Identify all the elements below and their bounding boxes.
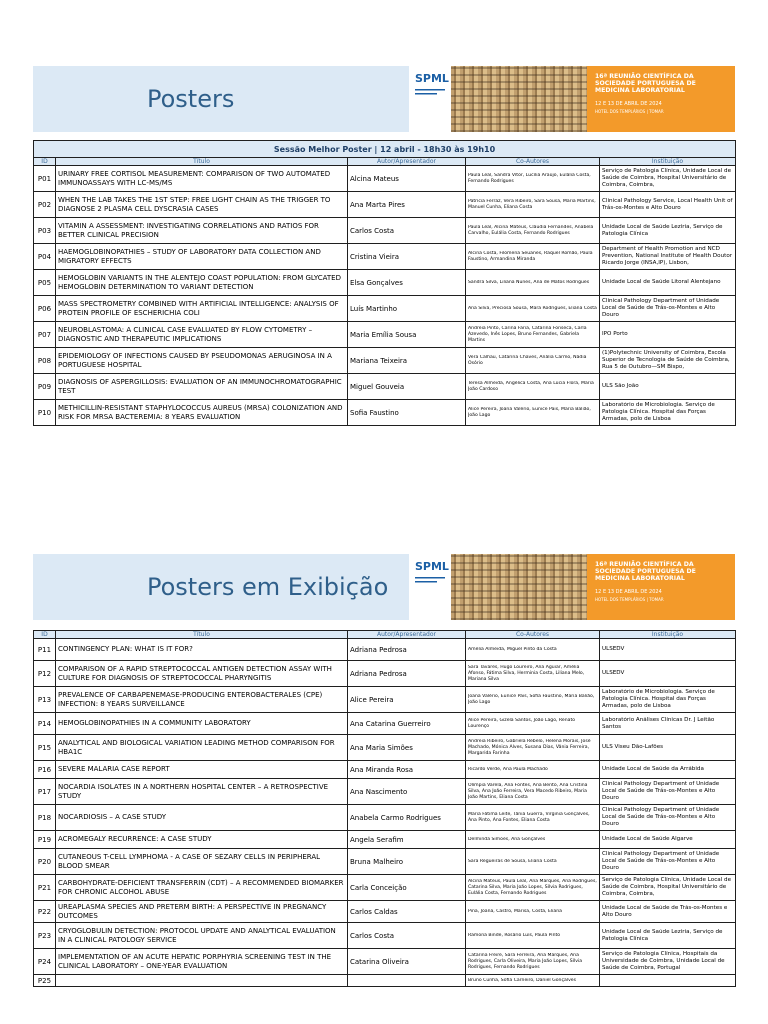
poster-author: Cristina Vieira bbox=[348, 244, 466, 270]
conference-venue: HOTEL DOS TEMPLÁRIOS | TOMAR bbox=[595, 109, 664, 114]
poster-author: Maria Emília Sousa bbox=[348, 322, 466, 348]
poster-title: EPIDEMIOLOGY OF INFECTIONS CAUSED BY PSEUDOMONAS AERUGINOSA IN A PORTUGUESE HOSPITAL bbox=[56, 348, 348, 374]
poster-institution: Unidade Local de Saúde Algarve bbox=[600, 831, 736, 849]
poster-institution: Clinical Pathology Service, Local Health Unit of Trás-os-Montes e Alto Douro bbox=[600, 192, 736, 218]
poster-id: P21 bbox=[34, 875, 56, 901]
poster-institution: ULS Viseu Dão-Lafões bbox=[600, 735, 736, 761]
poster-author: Ana Maria Simões bbox=[348, 735, 466, 761]
poster-coauthors: Patrícia Ferraz, Vera Ribeiro, Sara Sousa, Maria Martins, Manuel Cunha, Eliana Costa bbox=[466, 192, 600, 218]
poster-title: CRYOGLOBULIN DETECTION: PROTOCOL UPDATE AND ANALYTICAL EVALUATION IN A CLINICAL PATOLOGY SERVICE bbox=[56, 923, 348, 949]
poster-coauthors: Alice Pereira, Gizela Santos, João Lago, Renato Lourenço bbox=[466, 713, 600, 735]
col-title: Título bbox=[56, 631, 348, 639]
poster-author: Miguel Gouveia bbox=[348, 374, 466, 400]
col-author: Autor/Apresentador bbox=[348, 631, 466, 639]
poster-id: P04 bbox=[34, 244, 56, 270]
poster-coauthors: Ana Silva, Preciosa Sousa, Mara Rodrigues, Eliana Costa bbox=[466, 296, 600, 322]
poster-title: CUTANEOUS T-CELL LYMPHOMA - A CASE OF SÉZARY CELLS IN PERIPHERAL BLOOD SMEAR bbox=[56, 849, 348, 875]
col-title: Título bbox=[56, 158, 348, 166]
col-coauthors: Co-Autores bbox=[466, 158, 600, 166]
poster-institution: Laboratório de Microbiologia. Serviço de Patologia Clínica. Hospital das Forças Armadas, polo de Lisboa bbox=[600, 400, 736, 426]
poster-author: Ana Catarina Guerreiro bbox=[348, 713, 466, 735]
poster-author: Adriana Pedrosa bbox=[348, 639, 466, 661]
conference-date: 12 E 13 DE ABRIL DE 2024 bbox=[595, 589, 662, 595]
poster-title bbox=[56, 975, 348, 987]
poster-title: HEMOGLOBINOPATHIES IN A COMMUNITY LABORATORY bbox=[56, 713, 348, 735]
poster-institution: Laboratório Análises Clínicas Dr. J Leitão Santos bbox=[600, 713, 736, 735]
poster-title: IMPLEMENTATION OF AN ACUTE HEPATIC PORPHYRIA SCREENING TEST IN THE CLINICAL LABORATORY – ONE-YEAR EVALUATION bbox=[56, 949, 348, 975]
poster-id: P02 bbox=[34, 192, 56, 218]
table-row bbox=[34, 713, 736, 735]
table-row bbox=[34, 761, 736, 779]
poster-author: Ana Miranda Rosa bbox=[348, 761, 466, 779]
poster-institution: IPO Porto bbox=[600, 322, 736, 348]
poster-id: P25 bbox=[34, 975, 56, 987]
poster-institution: Serviço de Patologia Clínica, Hospitais da Universidade de Coimbra, Unidade Local de Saúde de Coimbra, Portugal bbox=[600, 949, 736, 975]
table-row bbox=[34, 218, 736, 244]
poster-id: P18 bbox=[34, 805, 56, 831]
poster-institution: Unidade Local de Saúde Lezíria, Serviço de Patologia Clínica bbox=[600, 218, 736, 244]
poster-institution: (1)Polytechnic University of Coimbra, Escola Superior de Tecnologia de Saúde de Coimbra, Rua 5 de Outubro—SM Bispo, bbox=[600, 348, 736, 374]
poster-id: P08 bbox=[34, 348, 56, 374]
poster-coauthors: Bruno Cunha, Sofia Carneiro, Daniel Gonçalves bbox=[466, 975, 600, 987]
poster-coauthors: Vera Calhau, Catarina Chaves, Anália Carmo, Nádia Osório bbox=[466, 348, 600, 374]
posters-exhibition-table bbox=[33, 630, 736, 987]
table-row bbox=[34, 296, 736, 322]
poster-coauthors: Olímpia Varela, Ana Fontes, Ana Bento, Ana Cristina Silva, Ana João Ferreira, Vera Macedo Ribeiro, Maria João Martins, Eliana Costa bbox=[466, 779, 600, 805]
poster-coauthors: Maria Fátima Leite, Tânia Guerra, Virginia Gonçalves, Ana Pinto, Ana Fontes, Eliana Costa bbox=[466, 805, 600, 831]
table-row bbox=[34, 322, 736, 348]
table-header bbox=[34, 158, 736, 166]
poster-author: Carlos Costa bbox=[348, 923, 466, 949]
poster-coauthors: Catarina Freire, Sara Ferreira, Ana Marques, Ana Rodrigues, Carla Oliveira, Maria João Lopes, Sílvia Rodrigues, Fernando Rodrigues bbox=[466, 949, 600, 975]
poster-id: P24 bbox=[34, 949, 56, 975]
section-title: Posters bbox=[147, 85, 235, 113]
conference-venue: HOTEL DOS TEMPLÁRIOS | TOMAR bbox=[595, 597, 664, 602]
poster-author: Carlos Caldas bbox=[348, 901, 466, 923]
section-banner bbox=[33, 554, 735, 620]
poster-title: CONTINGENCY PLAN: WHAT IS IT FOR? bbox=[56, 639, 348, 661]
table-row bbox=[34, 166, 736, 192]
poster-institution: Clinical Pathology Department of Unidade Local de Saúde de Trás-os-Montes e Alto Douro bbox=[600, 779, 736, 805]
table-row bbox=[34, 270, 736, 296]
table-row bbox=[34, 244, 736, 270]
poster-institution: Clinical Pathology Department of Unidade Local de Saúde de Trás-os-Montes e Alto Douro bbox=[600, 296, 736, 322]
conference-date: 12 E 13 DE ABRIL DE 2024 bbox=[595, 101, 662, 107]
poster-coauthors: Teresa Almeida, Angélica Costa, Ana Lúcia Flora, Maria João Cardoso bbox=[466, 374, 600, 400]
table-row bbox=[34, 735, 736, 761]
poster-institution: ULSEDV bbox=[600, 639, 736, 661]
poster-title: COMPARISON OF A RAPID STREPTOCOCCAL ANTIGEN DETECTION ASSAY WITH CULTURE FOR DIAGNOSIS OF STREPTOCOCCAL PHARYNGITIS bbox=[56, 661, 348, 687]
poster-coauthors: Delminda Simões, Ana Gonçalves bbox=[466, 831, 600, 849]
poster-id: P12 bbox=[34, 661, 56, 687]
poster-author: Bruna Malheiro bbox=[348, 849, 466, 875]
table-row bbox=[34, 400, 736, 426]
table-row bbox=[34, 639, 736, 661]
poster-title: NEUROBLASTOMA: A CLINICAL CASE EVALUATED BY FLOW CYTOMETRY – DIAGNOSTIC AND THERAPEUTIC IMPLICATIONS bbox=[56, 322, 348, 348]
conference-banner bbox=[409, 554, 735, 620]
table-row bbox=[34, 975, 736, 987]
col-author: Autor/Apresentador bbox=[348, 158, 466, 166]
poster-id: P22 bbox=[34, 901, 56, 923]
poster-title: DIAGNOSIS OF ASPERGILLOSIS: EVALUATION OF AN IMMUNOCHROMATOGRAPHIC TEST bbox=[56, 374, 348, 400]
poster-author: Alcina Mateus bbox=[348, 166, 466, 192]
col-institution: Instituição bbox=[600, 631, 736, 639]
poster-title: HEMOGLOBIN VARIANTS IN THE ALENTEJO COAST POPULATION: FROM GLYCATED HEMOGLOBIN DETERMINATION TO VARIANT DETECTION bbox=[56, 270, 348, 296]
table-row bbox=[34, 805, 736, 831]
poster-coauthors: Ricardo Verde, Ana Paula Machado bbox=[466, 761, 600, 779]
poster-id: P11 bbox=[34, 639, 56, 661]
poster-author: Mariana Teixeira bbox=[348, 348, 466, 374]
poster-title: PREVALENCE OF CARBAPENEMASE-PRODUCING ENTEROBACTERALES (CPE) INFECTION: 8 YEARS SURVEILLANCE bbox=[56, 687, 348, 713]
session-row bbox=[34, 141, 736, 158]
posters-table bbox=[33, 140, 736, 426]
poster-author: Anabela Carmo Rodrigues bbox=[348, 805, 466, 831]
poster-coauthors: Sandra Silva, Liliana Nunes, Ana de Matos Rodrigues bbox=[466, 270, 600, 296]
poster-author: Luís Martinho bbox=[348, 296, 466, 322]
poster-coauthors: Andreia Ribeiro, Gabriela Rebelo, Helena Morais, José Machado, Mónica Alves, Susana Dias, Vânia Ferreira, Margarida Farinha bbox=[466, 735, 600, 761]
poster-coauthors: Ramona Binde, Rosário Luís, Paula Pinto bbox=[466, 923, 600, 949]
poster-author bbox=[348, 975, 466, 987]
conference-heading: 16ª REUNIÃO CIENTÍFICA DA SOCIEDADE PORTUGUESA DE MEDICINA LABORATORIAL bbox=[595, 73, 696, 94]
poster-title: SEVERE MALARIA CASE REPORT bbox=[56, 761, 348, 779]
section-title: Posters em Exibição bbox=[147, 573, 389, 601]
poster-coauthors: Pina, Joana, Castro, Marisa, Costa, Eliana bbox=[466, 901, 600, 923]
poster-title: NOCARDIA ISOLATES IN A NORTHERN HOSPITAL CENTER – A RETROSPECTIVE STUDY bbox=[56, 779, 348, 805]
poster-institution: Unidade Local de Saúde de Trás-os-Montes e Alto Douro bbox=[600, 901, 736, 923]
col-coauthors: Co-Autores bbox=[466, 631, 600, 639]
poster-author: Elsa Gonçalves bbox=[348, 270, 466, 296]
poster-title: WHEN THE LAB TAKES THE 1ST STEP: FREE LIGHT CHAIN AS THE TRIGGER TO DIAGNOSE 2 PLASMA CELL DYSCRASIA CASES bbox=[56, 192, 348, 218]
poster-coauthors: Amélia Almeida, Miguel Pinto da Costa bbox=[466, 639, 600, 661]
poster-institution bbox=[600, 975, 736, 987]
session-title: Sessão Melhor Poster | 12 abril - 18h30 às 19h10 bbox=[34, 141, 736, 158]
table-row bbox=[34, 687, 736, 713]
logo-lines-icon bbox=[415, 88, 445, 98]
poster-id: P16 bbox=[34, 761, 56, 779]
poster-institution: ULS São João bbox=[600, 374, 736, 400]
poster-author: Adriana Pedrosa bbox=[348, 661, 466, 687]
col-id: ID bbox=[34, 631, 56, 639]
poster-id: P10 bbox=[34, 400, 56, 426]
table-row bbox=[34, 901, 736, 923]
poster-title: CARBOHYDRATE-DEFICIENT TRANSFERRIN (CDT) – A RECOMMENDED BIOMARKER FOR CHRONIC ALCOHOL ABUSE bbox=[56, 875, 348, 901]
poster-coauthors: Alcina Costa, Filomena Seuanes, Raquel Romão, Paula Faustino, Armandina Miranda bbox=[466, 244, 600, 270]
table-row bbox=[34, 831, 736, 849]
poster-coauthors: Paula Leal, Alcina Mateus, Cláudia Fernandes, Anabela Carvalho, Eulália Costa, Fernando Rodrigues bbox=[466, 218, 600, 244]
poster-coauthors: Alice Pereira, Joana Valério, Eunice Pais, Maria Balião, João Lago bbox=[466, 400, 600, 426]
poster-institution: Clinical Pathology Department of Unidade Local de Saúde de Trás-os-Montes e Alto Douro bbox=[600, 849, 736, 875]
logo-area bbox=[409, 554, 451, 620]
poster-institution: Unidade Local de Saúde Litoral Alentejano bbox=[600, 270, 736, 296]
poster-id: P07 bbox=[34, 322, 56, 348]
spml-logo: SPML bbox=[415, 560, 449, 573]
logo-lines-icon bbox=[415, 576, 445, 586]
col-institution: Instituição bbox=[600, 158, 736, 166]
logo-area bbox=[409, 66, 451, 132]
poster-id: P05 bbox=[34, 270, 56, 296]
poster-id: P14 bbox=[34, 713, 56, 735]
poster-institution: Unidade Local de Saúde da Arrábida bbox=[600, 761, 736, 779]
poster-author: Angela Serafim bbox=[348, 831, 466, 849]
poster-author: Catarina Oliveira bbox=[348, 949, 466, 975]
poster-coauthors: Sara Regueiras de Sousa, Eliana Costa bbox=[466, 849, 600, 875]
table-header bbox=[34, 631, 736, 639]
poster-author: Sofia Faustino bbox=[348, 400, 466, 426]
poster-id: P15 bbox=[34, 735, 56, 761]
poster-title: VITAMIN A ASSESSMENT: INVESTIGATING CORRELATIONS AND RATIOS FOR BETTER CLINICAL PRECISION bbox=[56, 218, 348, 244]
poster-title: ACROMEGALY RECURRENCE: A CASE STUDY bbox=[56, 831, 348, 849]
poster-id: P09 bbox=[34, 374, 56, 400]
poster-title: URINARY FREE CORTISOL MEASUREMENT: COMPARISON OF TWO AUTOMATED IMMUNOASSAYS WITH LC-MS/MS bbox=[56, 166, 348, 192]
poster-institution: Serviço de Patologia Clínica, Unidade Local de Saúde de Coimbra, Hospital Universitário de Coimbra, Coimbra, bbox=[600, 875, 736, 901]
poster-author: Ana Nascimento bbox=[348, 779, 466, 805]
poster-title: ANALYTICAL AND BIOLOGICAL VARIATION LEADING METHOD COMPARISON FOR HBA1C bbox=[56, 735, 348, 761]
poster-author: Carla Conceição bbox=[348, 875, 466, 901]
poster-id: P06 bbox=[34, 296, 56, 322]
poster-institution: ULSEDV bbox=[600, 661, 736, 687]
poster-coauthors: Paula Leal, Sandra Vítor, Lucília Araújo, Eulália Costa, Fernando Rodrigues bbox=[466, 166, 600, 192]
poster-institution: Clinical Pathology Department of Unidade Local de Saúde de Trás-os-Montes e Alto Douro bbox=[600, 805, 736, 831]
table-row bbox=[34, 923, 736, 949]
col-id: ID bbox=[34, 158, 56, 166]
poster-author: Alice Pereira bbox=[348, 687, 466, 713]
poster-author: Ana Marta Pires bbox=[348, 192, 466, 218]
poster-id: P01 bbox=[34, 166, 56, 192]
conference-heading: 16ª REUNIÃO CIENTÍFICA DA SOCIEDADE PORTUGUESA DE MEDICINA LABORATORIAL bbox=[595, 561, 696, 582]
table-row bbox=[34, 348, 736, 374]
poster-institution: Unidade Local de Saúde Lezíria, Serviço de Patologia Clínica bbox=[600, 923, 736, 949]
table-row bbox=[34, 849, 736, 875]
poster-id: P13 bbox=[34, 687, 56, 713]
poster-title: UREAPLASMA SPECIES AND PRETERM BIRTH: A PERSPECTIVE IN PREGNANCY OUTCOMES bbox=[56, 901, 348, 923]
poster-coauthors: Alcina Mateus, Paula Leal, Ana Marques, Ana Rodrigues, Catarina Silva, Maria João Lopes, Sílvia Rodrigues, Eulália Costa, Fernando Rodrigues bbox=[466, 875, 600, 901]
poster-id: P03 bbox=[34, 218, 56, 244]
spml-logo: SPML bbox=[415, 72, 449, 85]
poster-title: HAEMOGLOBINOPATHIES – STUDY OF LABORATORY DATA COLLECTION AND MIGRATORY EFFECTS bbox=[56, 244, 348, 270]
poster-id: P17 bbox=[34, 779, 56, 805]
poster-institution: Department of Health Promotion and NCD Prevention, National Institute of Health Doutor Ricardo Jorge (INSA,IP), Lisbon, bbox=[600, 244, 736, 270]
poster-title: METHICILLIN-RESISTANT STAPHYLOCOCCUS AUREUS (MRSA) COLONIZATION AND RISK FOR MRSA BACTEREMIA: 8 YEARS EVALUATION bbox=[56, 400, 348, 426]
section-banner bbox=[33, 66, 735, 132]
table-row bbox=[34, 949, 736, 975]
poster-id: P20 bbox=[34, 849, 56, 875]
poster-author: Carlos Costa bbox=[348, 218, 466, 244]
poster-id: P23 bbox=[34, 923, 56, 949]
table-row bbox=[34, 374, 736, 400]
table-row bbox=[34, 779, 736, 805]
poster-coauthors: Sara Tavares, Hugo Loureiro, Ana Aguiar, Amélia Afonso, Fátima Silva, Herminia Costa, Liliana Melo, Mariana Silva bbox=[466, 661, 600, 687]
poster-title: NOCARDIOSIS – A CASE STUDY bbox=[56, 805, 348, 831]
table-row bbox=[34, 875, 736, 901]
poster-id: P19 bbox=[34, 831, 56, 849]
poster-coauthors: Andreia Pinto, Carina Faria, Catarina Fonseca, Carla Azevedo, Inês Lopes, Bruno Fernandes, Gabriela Martins bbox=[466, 322, 600, 348]
poster-title: MASS SPECTROMETRY COMBINED WITH ARTIFICIAL INTELLIGENCE: ANALYSIS OF PROTEIN PROFILE OF ESCHERICHIA COLI bbox=[56, 296, 348, 322]
poster-institution: Laboratório de Microbiologia. Serviço de Patologia Clínica. Hospital das Forças Armadas, polo de Lisboa bbox=[600, 687, 736, 713]
poster-institution: Serviço de Patologia Clínica, Unidade Local de Saúde de Coimbra, Hospital Universitário de Coimbra, Coimbra, bbox=[600, 166, 736, 192]
poster-coauthors: Joana Valério, Eunice Pais, Sofia Faustino, Maria Balião, João Lago bbox=[466, 687, 600, 713]
table-row bbox=[34, 192, 736, 218]
conference-banner bbox=[409, 66, 735, 132]
table-row bbox=[34, 661, 736, 687]
